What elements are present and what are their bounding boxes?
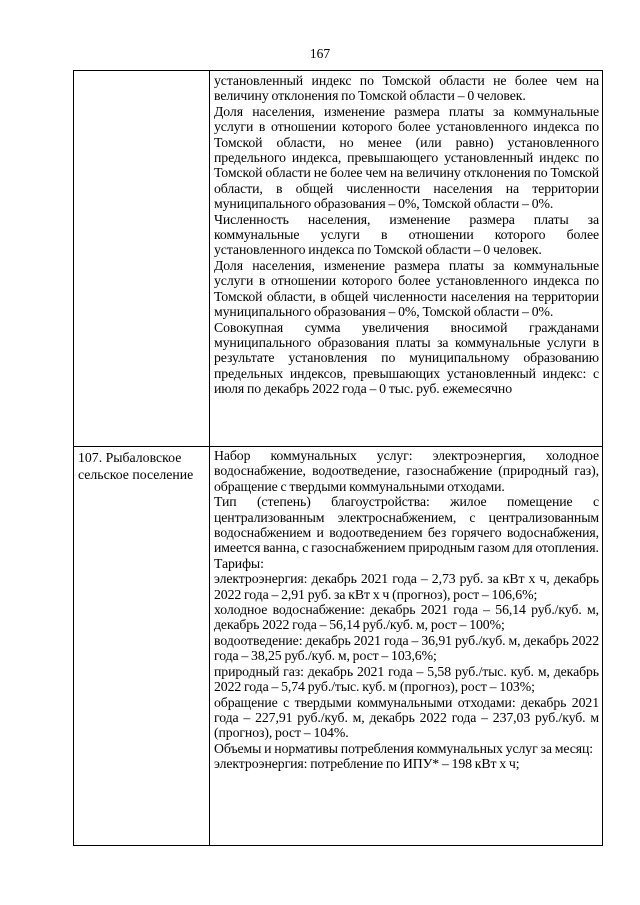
paragraph: электроэнергия: потребление по ИПУ* – 198 кВт х ч; <box>214 756 520 772</box>
description-cell <box>210 71 603 447</box>
paragraph: Доля населения, изменение размера платы за коммунальные услуги в отношении которого более установленного индекса по Томской области, в общей численности населения на территории муниципального образования – 0%, Томской области – 0%. <box>214 257 599 320</box>
utilities-table <box>73 70 603 846</box>
paragraph: электроэнергия: декабрь 2021 года – 2,73 руб. за кВт х ч, декабрь 2022 года – 2,91 руб. за кВт х ч (прогноз), рост – 106,6%; <box>214 571 599 602</box>
paragraph: установленный индекс по Томской области не более чем на величину отклонения по Томской области – 0 человек. <box>214 73 599 104</box>
municipality-cell <box>74 71 210 447</box>
paragraph: Тарифы: <box>214 555 264 571</box>
paragraph: природный газ: декабрь 2021 года – 5,58 руб./тыс. куб. м, декабрь 2022 года – 5,74 руб./тыс. куб. м (прогноз), рост – 103%; <box>214 663 599 695</box>
paragraph: Тип (степень) благоустройства: жилое помещение с централизованным электроснабжением, с централизованным водоснабжением и водоотведением без горячего водоснабжения, имеется ванна, с газоснабжением природным газом для отопления. <box>214 494 599 556</box>
table-row <box>74 71 603 447</box>
paragraph: Доля населения, изменение размера платы за коммунальные услуги в отношении которого более установленного индекса по Томской области, но менее (или равно) установленного предельного индекса, превышающего установленный индекс по Томской области не более чем на величину отклонения по Томской области, в общей численности населения на территории муниципального образования – 0%, Томской области – 0%. <box>214 103 599 212</box>
paragraph: Совокупная сумма увеличения вносимой гражданами муниципального образования платы за коммунальные услуги в результате установления по муниципальному образованию предельных индексов, превышающих установленный индекс: с июля по декабрь 2022 года – 0 тыс. руб. ежемесячно <box>214 319 599 397</box>
paragraph: водоотведение: декабрь 2021 года – 36,91 руб./куб. м, декабрь 2022 года – 38,25 руб./куб. м, рост – 103,6%; <box>214 632 599 664</box>
municipality-name <box>74 71 209 73</box>
table-row <box>74 447 603 846</box>
paragraph: обращение с твердыми коммунальными отходами: декабрь 2021 года – 227,91 руб./куб. м, декабрь 2022 года – 237,03 руб./куб. м (прогноз), рост – 104%. <box>214 694 599 741</box>
paragraph: Численность населения, изменение размера платы за коммунальные услуги в отношении которого более установленного индекса по Томской области – 0 человек. <box>214 211 599 258</box>
description-cell <box>210 447 603 846</box>
paragraph: Набор коммунальных услуг: электроэнергия, холодное водоснабжение, водоотведение, газоснабжение (природный газ), обращение с твердыми коммунальными отходами. <box>214 448 599 494</box>
page-number: 167 <box>309 46 331 61</box>
municipality-name: 107. Рыбаловское сельское поселение <box>78 450 194 482</box>
paragraph: холодное водоснабжение: декабрь 2021 года – 56,14 руб./куб. м, декабрь 2022 года – 56,14 руб./куб. м, рост – 100%; <box>214 602 599 633</box>
paragraph: Объемы и нормативы потребления коммунальных услуг за месяц: <box>214 740 593 756</box>
municipality-cell <box>74 447 210 846</box>
